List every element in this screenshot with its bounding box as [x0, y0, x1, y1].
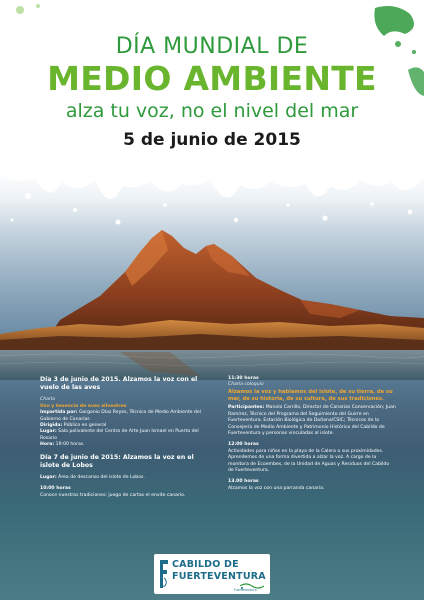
fuerteventura-brand-text: Fuerteventura [234, 588, 257, 592]
participantes-value: Manolo Carrillo, Director de Canarias Conservación; Juan Ramírez, Técnico del Programa del Seguimiento del Guirre en Fuerteventura. Estación Biológica de Doñana/CSIC; Técnicos de la Consejería de Medio Ambiente y Patrimonio Histórico del Cabildo de Fuerteventura y personas vinculadas al islote. [228, 405, 396, 437]
charla-coloquio-label: Charla coloquio [228, 382, 264, 388]
hora-label: Hora: [40, 442, 55, 448]
hora-value: 19:00 horas. [55, 442, 85, 448]
charla-label: Charla [40, 397, 55, 403]
impartida-label: Impartida por: [40, 410, 78, 416]
time-1: 10:00 horas [40, 486, 71, 492]
day-1-heading: Día 3 de junio de 2015. Alzamos la voz con el vuelo de las aves [40, 376, 198, 392]
title-line-1: DÍA MUNDIAL DE [115, 34, 309, 59]
participantes-row [228, 405, 396, 437]
event-date: 5 de junio de 2015 [123, 130, 301, 150]
time-4-text: Alzamos la voz con una parranda canaria. [228, 485, 325, 491]
lugar-row [40, 429, 214, 442]
time-3-text: Actividades para niños en la playa de la Calera o sus proximidades. Aprendemos de una forma divertida a alzar la voz. A cargo de la monitora de Ecoembes, de la Unidad de Aguas y Residuos del Cabildo de Fuerteventura. [228, 448, 390, 474]
lugar2-value: Área de descanso del islote de Lobos. [58, 475, 145, 481]
day-2-heading: Día 7 de junio de 2015: Alzamos la voz en el islote de Lobos [40, 453, 194, 469]
time-4: 13.00 horas [228, 479, 259, 485]
cabildo-logo-line-2: FUERTEVENTURA [172, 571, 266, 582]
impartida-row [40, 410, 214, 423]
participantes-label: Participantes: [228, 405, 265, 411]
dirigida-value: Público en general [63, 423, 107, 429]
time-1-text: Conoce nuestras tradiciones: juego de cartas el envite canario. [40, 492, 186, 498]
footer [0, 548, 424, 600]
impartida-value: Gorgonio Díaz Reyes, Técnico de Medio Ambiente del Gobierno de Canarias [40, 410, 201, 422]
program-left-column [40, 376, 214, 499]
lugar2-label: Lugar: [40, 475, 57, 481]
slogan: alza tu voz, no el nivel del mar [65, 100, 359, 122]
lugar-label: Lugar: [40, 429, 57, 435]
lugar-value: Sala polivalente del Centro de Arte Juan Ismael en Puerto del Rosario [40, 429, 199, 441]
cabildo-logo [154, 554, 270, 594]
cabildo-logo-line-1: CABILDO DE [172, 559, 239, 570]
charla-coloquio-title: Alzamos la voz y hablamos del islote, de su tierra, de su mar, de su historia, de su cultura, de sus tradiciones. [228, 388, 393, 402]
event-program [0, 376, 424, 548]
island-landscape-photo [0, 200, 424, 380]
time-2: 11:30 horas [228, 376, 259, 381]
program-right-column [228, 376, 396, 492]
title-line-2: MEDIO AMBIENTE [47, 59, 377, 98]
cabildo-emblem-icon [158, 558, 170, 590]
charla-title: Uso y tenencia de aves silvestres [40, 403, 127, 409]
title-block [0, 34, 424, 154]
time-3: 12:00 horas [228, 442, 259, 448]
dirigida-label: Dirigida: [40, 423, 63, 429]
